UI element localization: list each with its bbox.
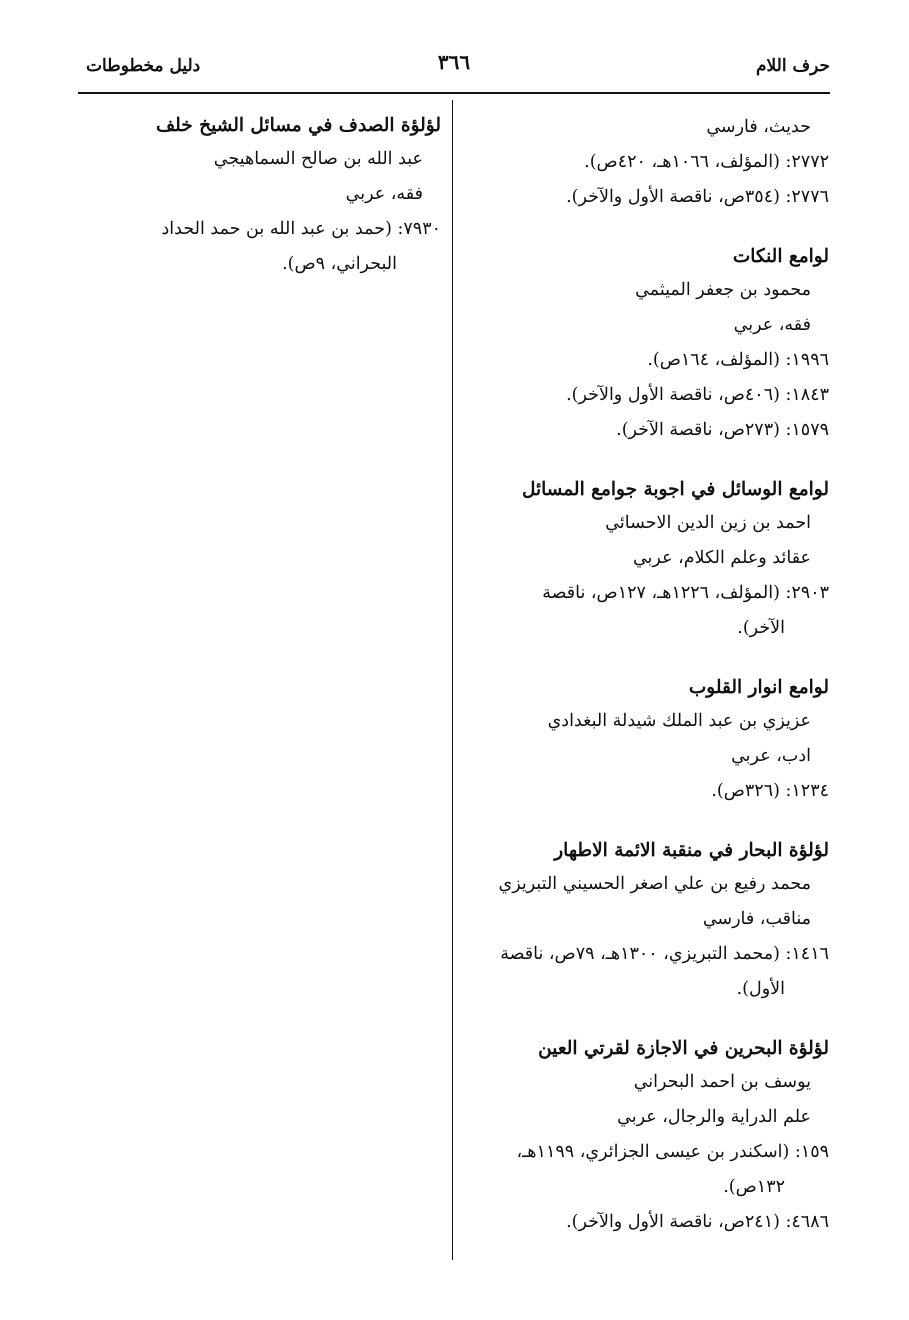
record-text: ١٩٩٦: (المؤلف، ١٦٤ص). bbox=[647, 350, 829, 370]
page-header bbox=[78, 48, 830, 88]
record-continuation: الأول). bbox=[736, 979, 785, 999]
manuscript-record bbox=[469, 1135, 829, 1205]
entry-title: لؤلؤة البحار في منقبة الائمة الاطهار bbox=[554, 840, 829, 861]
page-number: ٣٦٦ bbox=[437, 50, 471, 74]
running-head-chapter: حرف اللام bbox=[755, 56, 830, 76]
record-text: ١٤١٦: (محمد التبريزي، ١٣٠٠هـ، ٧٩ص، ناقصة bbox=[500, 944, 829, 964]
manuscript-record bbox=[469, 1205, 829, 1240]
record-text: ٤٦٨٦: (٢٤١ص، ناقصة الأول والآخر). bbox=[566, 1212, 829, 1232]
catalog-entry bbox=[469, 835, 829, 1007]
record-text: ١٥٩: (اسكندر بن عيسى الجزائري، ١١٩٩هـ، bbox=[516, 1142, 829, 1162]
catalog-entry bbox=[469, 1033, 829, 1240]
entry-author: محمد رفيع بن علي اصغر الحسيني التبريزي bbox=[498, 874, 811, 894]
entry-subject: فقه، عربي bbox=[733, 315, 811, 335]
catalog-entry bbox=[111, 110, 441, 282]
record-text: ٢٩٠٣: (المؤلف، ١٢٢٦هـ، ١٢٧ص، ناقصة bbox=[542, 583, 829, 603]
record-text: ٢٧٧٢: (المؤلف، ١٠٦٦هـ، ٤٢٠ص). bbox=[584, 152, 829, 172]
catalog-entry bbox=[469, 110, 829, 215]
manuscript-record bbox=[469, 774, 829, 809]
column-divider bbox=[452, 100, 453, 1260]
manuscript-record bbox=[469, 145, 829, 180]
record-text: ١٥٧٩: (٢٧٣ص، ناقصة الآخر). bbox=[616, 420, 829, 440]
manuscript-record bbox=[469, 937, 829, 1007]
entry-subject: فقه، عربي bbox=[345, 184, 423, 204]
manuscript-record bbox=[111, 212, 441, 282]
left-column bbox=[111, 110, 441, 308]
entry-author: عزيزي بن عبد الملك شيدلة البغدادي bbox=[547, 711, 811, 731]
header-rule bbox=[78, 92, 830, 94]
record-text: ٢٧٧٦: (٣٥٤ص، ناقصة الأول والآخر). bbox=[566, 187, 829, 207]
entry-subject: مناقب، فارسي bbox=[702, 909, 811, 929]
record-continuation: ١٣٢ص). bbox=[723, 1177, 785, 1197]
manuscript-record bbox=[469, 180, 829, 215]
entry-title: لوامع النكات bbox=[732, 246, 829, 267]
entry-title: لؤلؤة الصدف في مسائل الشيخ خلف bbox=[156, 115, 441, 136]
manuscript-record bbox=[469, 413, 829, 448]
record-continuation: البحراني، ٩ص). bbox=[282, 254, 397, 274]
entry-title: لؤلؤة البحرين في الاجازة لقرتي العين bbox=[538, 1038, 829, 1059]
entry-subject: ادب، عربي bbox=[731, 746, 811, 766]
catalog-entry bbox=[469, 672, 829, 809]
manuscript-record bbox=[469, 576, 829, 646]
right-column bbox=[469, 110, 829, 1266]
manuscript-record bbox=[469, 378, 829, 413]
catalog-entry bbox=[469, 474, 829, 646]
entry-author: محمود بن جعفر الميثمي bbox=[635, 280, 811, 300]
record-text: ٧٩٣٠: (حمد بن عبد الله بن حمد الحداد bbox=[161, 219, 441, 239]
record-text: ١٢٣٤: (٣٢٦ص). bbox=[711, 781, 829, 801]
entry-author: احمد بن زين الدين الاحسائي bbox=[605, 513, 811, 533]
running-head-book: دليل مخطوطات bbox=[86, 56, 201, 76]
entry-subject: علم الدراية والرجال، عربي bbox=[617, 1107, 811, 1127]
catalog-entry bbox=[469, 241, 829, 448]
entry-author: يوسف بن احمد البحراني bbox=[633, 1072, 811, 1092]
entry-subject: عقائد وعلم الكلام، عربي bbox=[632, 548, 811, 568]
record-text: ١٨٤٣: (٤٠٦ص، ناقصة الأول والآخر). bbox=[566, 385, 829, 405]
entry-title: لوامع الوسائل في اجوبة جوامع المسائل bbox=[521, 479, 829, 500]
manuscript-record bbox=[469, 343, 829, 378]
record-continuation: الآخر). bbox=[737, 618, 785, 638]
entry-title: لوامع انوار القلوب bbox=[688, 677, 829, 698]
entry-subject: حديث، فارسي bbox=[706, 117, 811, 137]
entry-author: عبد الله بن صالح السماهيجي bbox=[213, 149, 423, 169]
